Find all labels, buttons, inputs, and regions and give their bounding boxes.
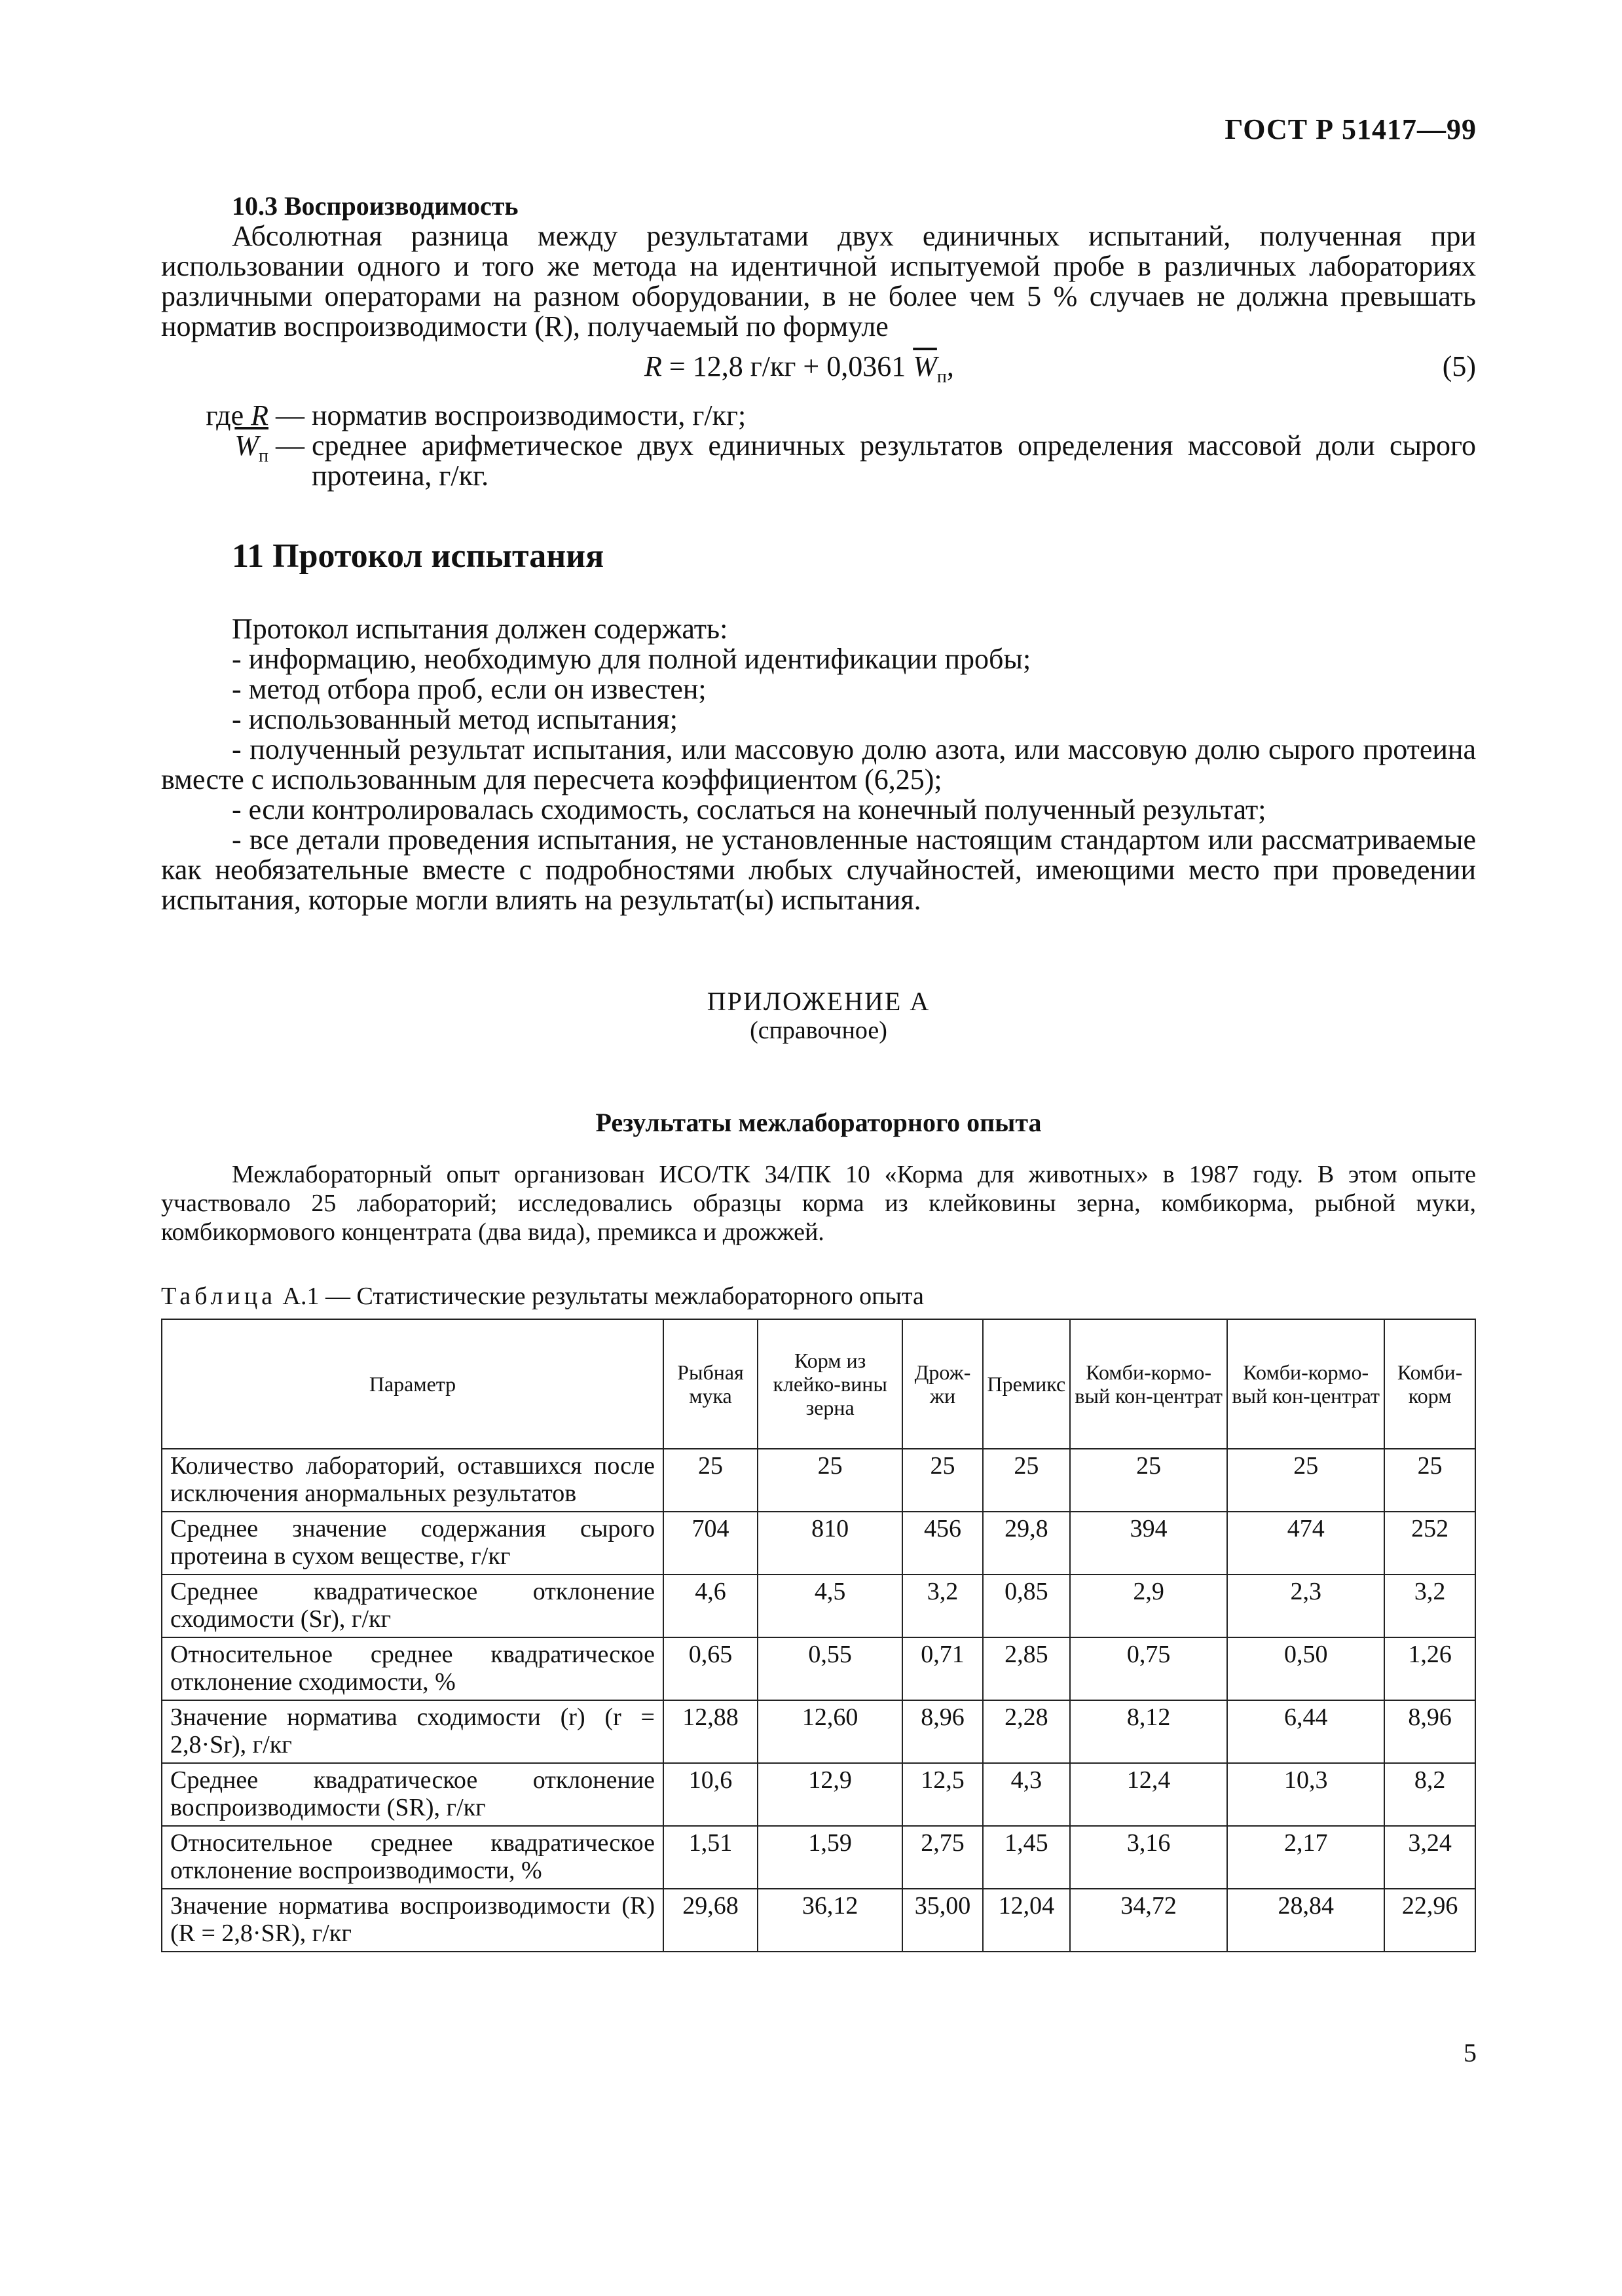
value-cell: 25 xyxy=(1227,1449,1384,1512)
parameter-cell: Среднее значение содержания сырого протеина в сухом веществе, г/кг xyxy=(162,1512,663,1575)
parameter-cell: Значение норматива воспроизводимости (R) (R = 2,8·SR), г/кг xyxy=(162,1889,663,1952)
appendix-paragraph: Межлабораторный опыт организован ИСО/ТК 34/ПК 10 «Корма для животных» в 1987 году. В этом опыте участвовало 25 лабораторий; исследовались образцы корма из клейковины зерна, комбикорма, рыбной муки, комбикормового концентрата (два вида), премикса и дрожжей. xyxy=(161,1161,1476,1246)
statistics-table xyxy=(161,1319,1476,1952)
value-cell: 25 xyxy=(1070,1449,1227,1512)
value-cell: 3,2 xyxy=(1384,1575,1475,1637)
value-cell: 0,65 xyxy=(663,1637,758,1700)
value-cell: 2,28 xyxy=(983,1700,1071,1763)
appendix-subtitle: (справочное) xyxy=(750,1017,887,1044)
value-cell: 25 xyxy=(663,1449,758,1512)
document-code: ГОСТ Р 51417—99 xyxy=(1225,113,1477,145)
value-cell: 394 xyxy=(1070,1512,1227,1575)
value-cell: 1,45 xyxy=(983,1826,1071,1889)
value-cell: 36,12 xyxy=(758,1889,903,1952)
table-row xyxy=(162,1889,1475,1952)
value-cell: 3,24 xyxy=(1384,1826,1475,1889)
value-cell: 0,75 xyxy=(1070,1637,1227,1700)
value-cell: 12,88 xyxy=(663,1700,758,1763)
appendix-paragraph-block xyxy=(161,1160,1476,1247)
table-row xyxy=(162,1637,1475,1700)
value-cell: 12,04 xyxy=(983,1889,1071,1952)
value-cell: 12,5 xyxy=(902,1763,982,1826)
appendix-heading: Результаты межлабораторного опыта xyxy=(595,1108,1042,1137)
list-item: - использованный метод испытания; xyxy=(232,703,678,735)
parameter-cell: Среднее квадратическое отклонение сходимости (Sr), г/кг xyxy=(162,1575,663,1637)
formula-explanation xyxy=(161,401,1476,491)
section-10-3 xyxy=(161,191,1476,491)
parameter-cell: Относительное среднее квадратическое отклонение воспроизводимости, % xyxy=(162,1826,663,1889)
value-cell: 4,5 xyxy=(758,1575,903,1637)
value-cell: 35,00 xyxy=(902,1889,982,1952)
value-cell: 2,75 xyxy=(902,1826,982,1889)
column-header: Комби-корм xyxy=(1384,1319,1475,1449)
value-cell: 1,51 xyxy=(663,1826,758,1889)
value-cell: 8,2 xyxy=(1384,1763,1475,1826)
explanation-row: где R — норматив воспроизводимости, г/кг; xyxy=(206,399,746,431)
table-row xyxy=(162,1763,1475,1826)
table-row xyxy=(162,1826,1475,1889)
value-cell: 34,72 xyxy=(1070,1889,1227,1952)
value-cell: 4,6 xyxy=(663,1575,758,1637)
value-cell: 29,8 xyxy=(983,1512,1071,1575)
column-header: Комби-кормо-вый кон-центрат xyxy=(1070,1319,1227,1449)
value-cell: 2,17 xyxy=(1227,1826,1384,1889)
value-cell: 28,84 xyxy=(1227,1889,1384,1952)
explanation-row: $\overline{W}_п$ — среднее арифметическое двух единичных результатов определения массовой доли сырого протеина, г/кг. xyxy=(234,429,1476,492)
value-cell: 2,9 xyxy=(1070,1575,1227,1637)
value-cell: 474 xyxy=(1227,1512,1384,1575)
value-cell: 456 xyxy=(902,1512,982,1575)
list-item: - полученный результат испытания, или массовую долю азота, или массовую долю сырого протеина вместе с использованным для пересчета коэффициентом (6,25); xyxy=(161,733,1476,795)
column-header: Параметр xyxy=(162,1319,663,1449)
formula-row xyxy=(161,344,1476,388)
section-heading: 11 Протокол испытания xyxy=(232,538,604,575)
page-number: 5 xyxy=(1464,2038,1477,2068)
section-11 xyxy=(161,537,1476,915)
table-row xyxy=(162,1575,1475,1637)
section-intro: Протокол испытания должен содержать: xyxy=(232,613,728,645)
value-cell: 6,44 xyxy=(1227,1700,1384,1763)
value-cell: 8,96 xyxy=(902,1700,982,1763)
value-cell: 8,12 xyxy=(1070,1700,1227,1763)
value-cell: 252 xyxy=(1384,1512,1475,1575)
column-header: Рыбная мука xyxy=(663,1319,758,1449)
table-header-row xyxy=(162,1319,1475,1449)
value-cell: 4,3 xyxy=(983,1763,1071,1826)
value-cell: 0,85 xyxy=(983,1575,1071,1637)
parameter-cell: Среднее квадратическое отклонение воспроизводимости (SR), г/кг xyxy=(162,1763,663,1826)
value-cell: 25 xyxy=(902,1449,982,1512)
table-caption: Таблица А.1 — Статистические результаты межлабораторного опыта xyxy=(161,1283,924,1310)
value-cell: 29,68 xyxy=(663,1889,758,1952)
value-cell: 22,96 xyxy=(1384,1889,1475,1952)
list-item: - информацию, необходимую для полной идентификации пробы; xyxy=(232,643,1031,675)
value-cell: 3,2 xyxy=(902,1575,982,1637)
table-row xyxy=(162,1700,1475,1763)
value-cell: 1,59 xyxy=(758,1826,903,1889)
value-cell: 704 xyxy=(663,1512,758,1575)
parameter-cell: Относительное среднее квадратическое отклонение сходимости, % xyxy=(162,1637,663,1700)
value-cell: 10,6 xyxy=(663,1763,758,1826)
section-paragraph: Абсолютная разница между результатами двух единичных испытаний, полученная при использовании одного и того же метода на идентичной испытуемой пробе в различных лабораториях различными операторами на разном оборудовании, в не более чем 5 % случаев не должна превышать норматив воспроизводимости (R), получаемый по формуле xyxy=(161,220,1476,342)
value-cell: 12,60 xyxy=(758,1700,903,1763)
parameter-cell: Значение норматива сходимости (r) (r = 2,8·Sr), г/кг xyxy=(162,1700,663,1763)
appendix-title: ПРИЛОЖЕНИЕ А xyxy=(707,987,931,1016)
equation-number: (5) xyxy=(1442,350,1476,382)
parameter-cell: Количество лабораторий, оставшихся после исключения анормальных результатов xyxy=(162,1449,663,1512)
value-cell: 8,96 xyxy=(1384,1700,1475,1763)
table-row xyxy=(162,1512,1475,1575)
appendix-header xyxy=(161,987,1476,1138)
list-item: - если контролировалась сходимость, сослаться на конечный полученный результат; xyxy=(232,793,1266,826)
value-cell: 2,3 xyxy=(1227,1575,1384,1637)
column-header: Дрож-жи xyxy=(902,1319,982,1449)
value-cell: 0,55 xyxy=(758,1637,903,1700)
value-cell: 10,3 xyxy=(1227,1763,1384,1826)
table-body xyxy=(162,1449,1475,1952)
table-row xyxy=(162,1449,1475,1512)
column-header: Корм из клейко-вины зерна xyxy=(758,1319,903,1449)
value-cell: 0,50 xyxy=(1227,1637,1384,1700)
section-heading: 10.3 Воспроизводимость xyxy=(232,191,519,221)
value-cell: 25 xyxy=(758,1449,903,1512)
value-cell: 12,9 xyxy=(758,1763,903,1826)
value-cell: 0,71 xyxy=(902,1637,982,1700)
column-header: Премикс xyxy=(983,1319,1071,1449)
value-cell: 25 xyxy=(983,1449,1071,1512)
list-item: - метод отбора проб, если он известен; xyxy=(232,673,707,705)
value-cell: 3,16 xyxy=(1070,1826,1227,1889)
value-cell: 2,85 xyxy=(983,1637,1071,1700)
value-cell: 1,26 xyxy=(1384,1637,1475,1700)
value-cell: 810 xyxy=(758,1512,903,1575)
value-cell: 12,4 xyxy=(1070,1763,1227,1826)
value-cell: 25 xyxy=(1384,1449,1475,1512)
column-header: Комби-кормо-вый кон-центрат xyxy=(1227,1319,1384,1449)
list-item: - все детали проведения испытания, не установленные настоящим стандартом или рассматриваемые как необязательные вместе с подробностями любых случайностей, имеющими место при проведении испытания, которые могли влиять на результат(ы) испытания. xyxy=(161,824,1476,916)
formula: R = 12,8 г/кг + 0,0361 $\overline{W}_п$, xyxy=(644,350,954,387)
